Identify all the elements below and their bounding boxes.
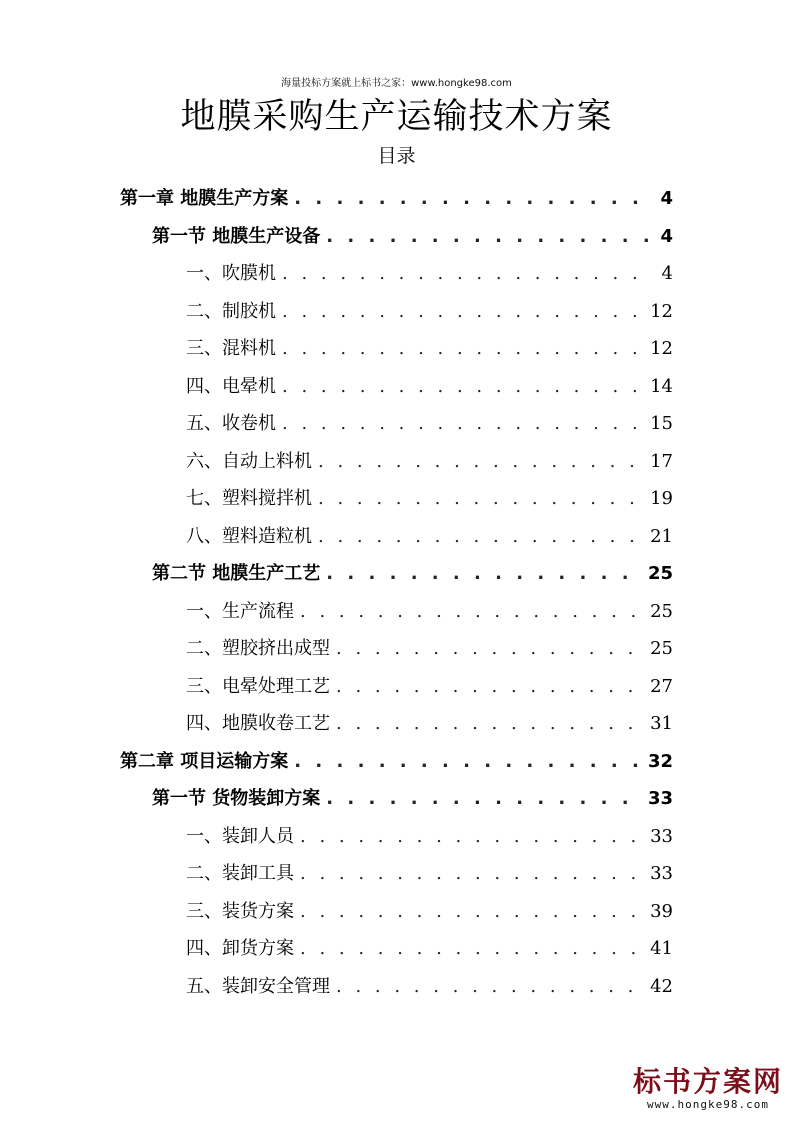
toc-entry-item[interactable] — [120, 443, 673, 481]
toc-leader-dots — [326, 218, 653, 256]
toc-entry-item[interactable] — [120, 330, 673, 368]
watermark-url: www.hongke98.com — [647, 1098, 769, 1111]
toc-leader-dots — [318, 443, 644, 481]
toc-entry-label: 四、地膜收卷工艺 — [186, 713, 330, 734]
toc-leader-dots — [318, 480, 644, 518]
toc-entry-label: 第一节 地膜生产设备 — [152, 225, 321, 247]
toc-leader-dots — [282, 330, 644, 368]
toc-entry-page: 25 — [647, 563, 673, 584]
toc-leader-dots — [282, 405, 644, 443]
toc-leader-dots — [318, 518, 644, 556]
toc-entry-label: 五、装卸安全管理 — [186, 975, 330, 997]
toc-entry-chapter-1[interactable] — [120, 180, 673, 218]
toc-entry-label: 四、卸货方案 — [186, 938, 294, 959]
toc-entry-page: 33 — [650, 825, 673, 847]
toc-entry-label: 六、自动上料机 — [186, 450, 312, 472]
table-of-contents — [120, 180, 673, 1005]
toc-entry-item[interactable] — [120, 930, 673, 968]
toc-entry-item[interactable] — [120, 480, 673, 518]
header-note: 海量投标方案就上标书之家：www.hongke98.com — [281, 78, 512, 89]
toc-entry-label: 八、塑料造粒机 — [186, 525, 312, 547]
toc-entry-item[interactable] — [120, 818, 673, 856]
toc-entry-item[interactable] — [120, 855, 673, 893]
toc-entry-page: 31 — [650, 713, 673, 734]
toc-entry-item[interactable] — [120, 518, 673, 556]
toc-entry-chapter-2[interactable] — [120, 743, 673, 781]
toc-leader-dots — [282, 368, 644, 406]
toc-entry-page: 4 — [660, 188, 673, 209]
toc-entry-page: 14 — [650, 375, 673, 397]
toc-entry-label: 二、制胶机 — [186, 300, 276, 322]
toc-entry-page: 39 — [650, 900, 673, 922]
toc-entry-section-1-2[interactable] — [120, 555, 673, 593]
toc-entry-page: 41 — [650, 938, 673, 959]
toc-leader-dots — [300, 893, 644, 931]
toc-entry-label: 七、塑料搅拌机 — [186, 488, 312, 509]
toc-entry-page: 33 — [647, 788, 673, 809]
toc-entry-label: 四、电晕机 — [186, 375, 276, 397]
toc-entry-item[interactable] — [120, 968, 673, 1006]
toc-entry-label: 一、装卸人员 — [186, 825, 294, 847]
toc-entry-item[interactable] — [120, 593, 673, 631]
toc-entry-label: 三、电晕处理工艺 — [186, 675, 330, 697]
toc-entry-label: 二、装卸工具 — [186, 863, 294, 884]
toc-leader-dots — [300, 818, 644, 856]
toc-entry-page: 12 — [650, 338, 673, 359]
toc-entry-label: 一、生产流程 — [186, 600, 294, 622]
toc-entry-item[interactable] — [120, 705, 673, 743]
toc-entry-label: 二、塑胶挤出成型 — [186, 638, 330, 659]
toc-entry-item[interactable] — [120, 405, 673, 443]
toc-entry-page: 25 — [650, 600, 673, 622]
toc-entry-item[interactable] — [120, 630, 673, 668]
toc-entry-section-2-1[interactable] — [120, 780, 673, 818]
toc-entry-page: 27 — [650, 675, 673, 697]
toc-entry-page: 25 — [650, 638, 673, 659]
toc-leader-dots — [326, 780, 642, 818]
toc-heading: 目录 — [377, 145, 416, 167]
toc-leader-dots — [282, 293, 644, 331]
watermark-logo: 标书方案网 — [633, 1065, 784, 1098]
document-title: 地膜采购生产运输技术方案 — [180, 97, 613, 137]
toc-leader-dots — [282, 255, 653, 293]
toc-entry-label: 第二章 项目运输方案 — [120, 750, 289, 772]
toc-entry-page: 12 — [650, 300, 673, 322]
toc-entry-page: 4 — [661, 263, 673, 284]
toc-entry-label: 第二节 地膜生产工艺 — [152, 563, 321, 584]
toc-entry-item[interactable] — [120, 893, 673, 931]
toc-leader-dots — [326, 555, 642, 593]
toc-entry-page: 33 — [650, 863, 673, 884]
toc-entry-item[interactable] — [120, 255, 673, 293]
toc-entry-item[interactable] — [120, 368, 673, 406]
toc-entry-page: 21 — [650, 525, 673, 547]
toc-entry-label: 三、装货方案 — [186, 900, 294, 922]
toc-entry-page: 19 — [650, 488, 673, 509]
toc-leader-dots — [336, 705, 644, 743]
watermark-logo-block — [633, 1066, 783, 1112]
toc-entry-page: 32 — [647, 750, 673, 772]
toc-leader-dots — [300, 930, 644, 968]
toc-leader-dots — [294, 743, 642, 781]
toc-entry-page: 42 — [650, 975, 673, 997]
toc-entry-item[interactable] — [120, 293, 673, 331]
toc-entry-page: 15 — [650, 413, 673, 434]
toc-leader-dots — [336, 668, 644, 706]
toc-leader-dots — [294, 180, 653, 218]
toc-entry-section-1-1[interactable] — [120, 218, 673, 256]
toc-entry-page: 4 — [660, 225, 673, 247]
toc-entry-item[interactable] — [120, 668, 673, 706]
toc-leader-dots — [336, 968, 644, 1006]
toc-entry-label: 一、吹膜机 — [186, 263, 276, 284]
toc-entry-label: 第一章 地膜生产方案 — [120, 188, 289, 209]
toc-entry-label: 三、混料机 — [186, 338, 276, 359]
toc-entry-page: 17 — [650, 450, 673, 472]
toc-leader-dots — [300, 855, 644, 893]
toc-entry-label: 五、收卷机 — [186, 413, 276, 434]
toc-entry-label: 第一节 货物装卸方案 — [152, 788, 321, 809]
toc-leader-dots — [300, 593, 644, 631]
toc-leader-dots — [336, 630, 644, 668]
